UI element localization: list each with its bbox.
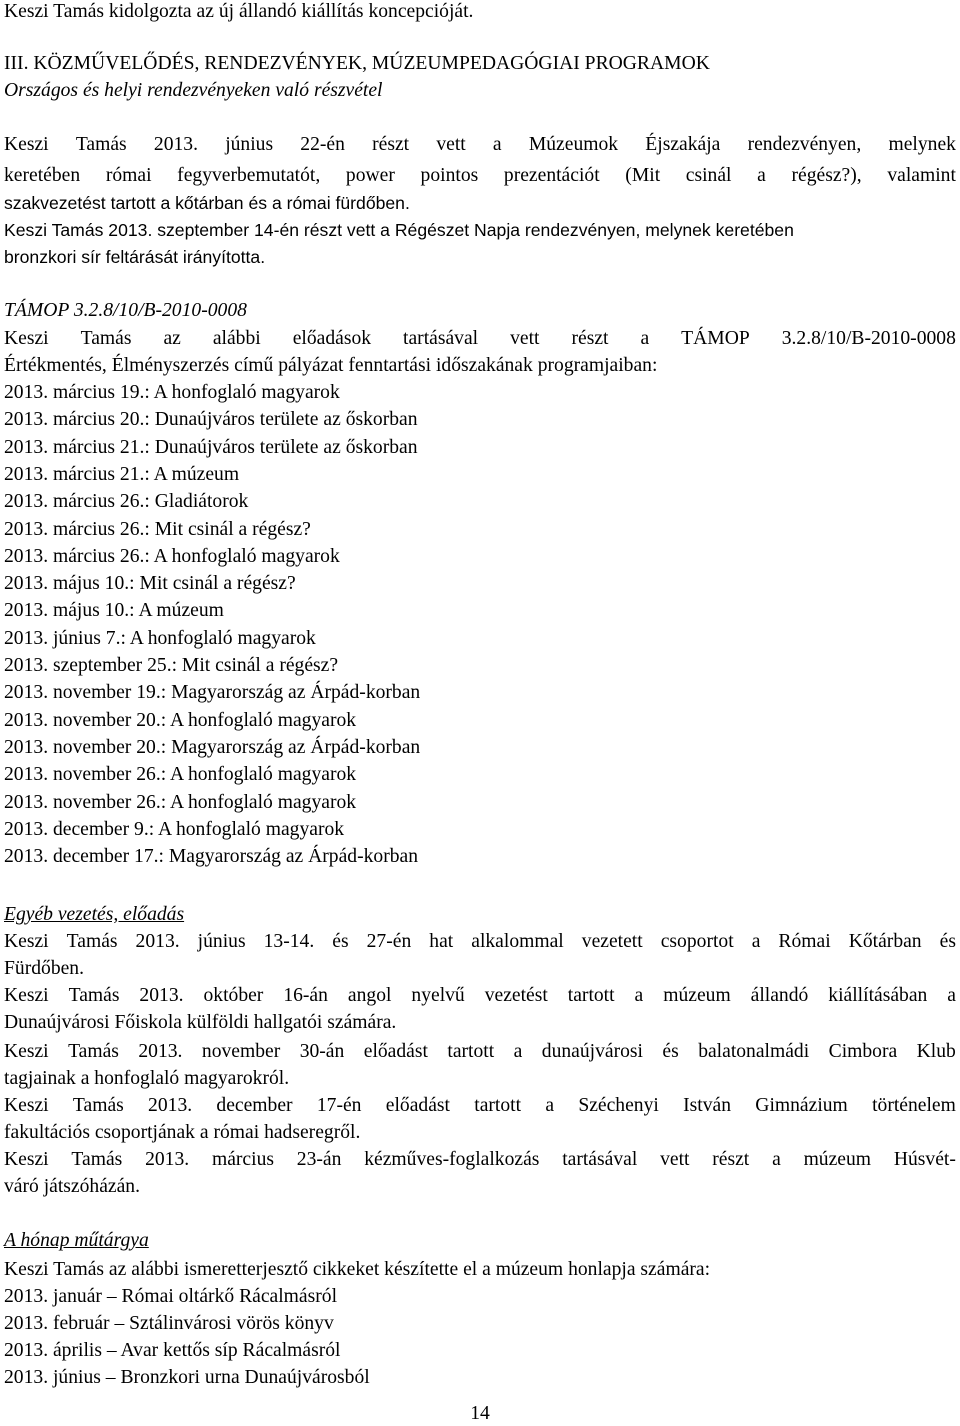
- other-line: [4, 984, 956, 1008]
- word: alkalommal: [471, 931, 564, 952]
- word: fegyverbemutatót,: [177, 165, 321, 186]
- word: részt: [372, 134, 410, 155]
- word: csinál: [685, 165, 732, 186]
- word: kiállításában: [828, 985, 928, 1006]
- word: nyelvű: [411, 985, 465, 1006]
- word: pointos: [420, 165, 479, 186]
- lecture-item: 2013. március 26.: Gladiátorok: [4, 491, 249, 512]
- word: Keszi: [4, 1041, 49, 1062]
- word: Keszi: [4, 1149, 49, 1170]
- word: 2013.: [153, 134, 198, 155]
- lecture-item: 2013. december 17.: Magyarország az Árpád-korban: [4, 846, 419, 867]
- other-line: [4, 1148, 956, 1172]
- lecture-item: 2013. november 19.: Magyarország az Árpád-korban: [4, 682, 421, 703]
- word: 2013.: [139, 985, 184, 1006]
- word: keretében: [4, 165, 81, 186]
- word: október: [203, 985, 264, 1006]
- word: a: [947, 985, 956, 1006]
- word: tartott: [567, 985, 615, 1006]
- paragraph-line: [4, 133, 956, 157]
- word: 3.2.8/10/B-2010-0008: [781, 328, 956, 349]
- word: március: [211, 1149, 274, 1170]
- other-line: tagjainak a honfoglaló magyarokról.: [4, 1068, 290, 1089]
- word: valamint: [887, 165, 956, 186]
- word: tartásával: [403, 328, 479, 349]
- artwork-item: 2013. február – Sztálinvárosi vörös könyv: [4, 1313, 334, 1334]
- word: Széchenyi: [578, 1095, 659, 1116]
- word: a: [640, 328, 650, 349]
- word: római: [105, 165, 152, 186]
- lecture-item: 2013. május 10.: Mit csinál a régész?: [4, 573, 296, 594]
- word: előadások: [292, 328, 372, 349]
- word: angol: [347, 985, 392, 1006]
- word: vezetett: [581, 931, 643, 952]
- word: 2013.: [135, 931, 180, 952]
- word: múzeum: [803, 1149, 872, 1170]
- other-heading: Egyéb vezetés, előadás: [4, 904, 185, 925]
- lecture-item: 2013. március 26.: A honfoglaló magyarok: [4, 546, 340, 567]
- word: állandó: [750, 985, 809, 1006]
- word: kézműves-foglalkozás: [364, 1149, 540, 1170]
- word: Tamás: [75, 134, 127, 155]
- word: rendezvényen,: [747, 134, 862, 155]
- word: tartásával: [562, 1149, 638, 1170]
- word: 17-én: [316, 1095, 362, 1116]
- section-subheading: Országos és helyi rendezvényeken való részvétel: [4, 80, 383, 101]
- word: régész?),: [791, 165, 862, 186]
- word: 30-án: [299, 1041, 345, 1062]
- artwork-intro: Keszi Tamás az alábbi ismeretterjesztő cikkeket készítette el a múzeum honlapja számára:: [4, 1259, 711, 1280]
- word: prezentációt: [503, 165, 600, 186]
- lecture-item: 2013. december 9.: A honfoglaló magyarok: [4, 819, 345, 840]
- lecture-item: 2013. november 26.: A honfoglaló magyarok: [4, 792, 357, 813]
- lecture-item: 2013. szeptember 25.: Mit csinál a régész?: [4, 655, 339, 676]
- word: múzeum: [663, 985, 731, 1006]
- word: Keszi: [4, 328, 49, 349]
- word: előadást: [385, 1095, 450, 1116]
- paragraph-line: [4, 218, 794, 243]
- artwork-item: 2013. január – Római oltárkő Rácalmásról: [4, 1286, 338, 1307]
- word: vett: [660, 1149, 690, 1170]
- word: Húsvét-: [893, 1149, 956, 1170]
- word: és: [332, 931, 349, 952]
- word: Keszi: [4, 134, 49, 155]
- word: június: [197, 931, 246, 952]
- word: a: [757, 165, 766, 186]
- word: István: [683, 1095, 732, 1116]
- page-number: 14: [470, 1403, 490, 1424]
- paragraph-text: Keszi Tamás 2013. szeptember 14-én részt vett a Régészet Napja rendezvényen, melynek keretében: [4, 220, 794, 240]
- tamop-heading: TÁMOP 3.2.8/10/B-2010-0008: [4, 300, 247, 321]
- word: Gimnázium: [755, 1095, 848, 1116]
- word: Tamás: [68, 1041, 119, 1062]
- word: vett: [510, 328, 540, 349]
- word: december: [216, 1095, 293, 1116]
- word: és: [939, 931, 956, 952]
- word: 23-án: [296, 1149, 342, 1170]
- word: Keszi: [4, 1095, 49, 1116]
- word: 2013.: [145, 1149, 190, 1170]
- word: Éjszakája: [645, 134, 721, 155]
- word: Tamás: [71, 1149, 123, 1170]
- word: balatonalmádi: [698, 1041, 810, 1062]
- lecture-item: 2013. március 26.: Mit csinál a régész?: [4, 519, 311, 540]
- lecture-item: 2013. március 21.: Dunaújváros területe az őskorban: [4, 437, 418, 458]
- word: TÁMOP: [681, 328, 750, 349]
- word: vett: [436, 134, 466, 155]
- other-line: [4, 1040, 956, 1064]
- paragraph-line: bronzkori sír feltárását irányította.: [4, 247, 266, 267]
- word: Tamás: [68, 985, 120, 1006]
- word: és: [662, 1041, 679, 1062]
- word: a: [492, 134, 502, 155]
- word: Keszi: [4, 985, 49, 1006]
- lecture-item: 2013. március 20.: Dunaújváros területe az őskorban: [4, 409, 418, 430]
- intro-line: Keszi Tamás kidolgozta az új állandó kiállítás koncepcióját.: [4, 1, 474, 22]
- word: részt: [571, 328, 609, 349]
- word: Tamás: [66, 931, 118, 952]
- word: november: [201, 1041, 281, 1062]
- artwork-heading: A hónap műtárgya: [4, 1230, 149, 1251]
- word: (Mit: [625, 165, 661, 186]
- other-line: [4, 1094, 956, 1118]
- word: melynek: [888, 134, 956, 155]
- tamop-intro-line: [4, 327, 956, 351]
- artwork-item: 2013. június – Bronzkori urna Dunaújvárosból: [4, 1367, 370, 1388]
- lecture-item: 2013. november 26.: A honfoglaló magyarok: [4, 764, 357, 785]
- word: Keszi: [4, 931, 49, 952]
- word: történelem: [872, 1095, 956, 1116]
- word: a: [634, 985, 644, 1006]
- word: tartott: [474, 1095, 522, 1116]
- word: Múzeumok: [528, 134, 619, 155]
- word: Tamás: [72, 1095, 124, 1116]
- paragraph-line: [4, 164, 956, 188]
- word: dunaújvárosi: [541, 1041, 643, 1062]
- lecture-item: 2013. március 21.: A múzeum: [4, 464, 240, 485]
- lecture-item: 2013. március 19.: A honfoglaló magyarok: [4, 382, 340, 403]
- word: Cimbora: [828, 1041, 898, 1062]
- word: az: [163, 328, 181, 349]
- word: 13-14.: [263, 931, 315, 952]
- other-line: Fürdőben.: [4, 958, 85, 979]
- word: 2013.: [148, 1095, 193, 1116]
- section-heading: III. KÖZMŰVELŐDÉS, RENDEZVÉNYEK, MÚZEUMPEDAGÓGIAI PROGRAMOK: [4, 53, 710, 74]
- word: hat: [429, 931, 454, 952]
- artwork-item: 2013. április – Avar kettős síp Rácalmásról: [4, 1340, 341, 1361]
- lecture-item: 2013. november 20.: A honfoglaló magyarok: [4, 710, 357, 731]
- word: 22-én: [300, 134, 345, 155]
- word: Tamás: [80, 328, 132, 349]
- word: 2013.: [138, 1041, 183, 1062]
- word: power: [345, 165, 395, 186]
- word: Római: [778, 931, 831, 952]
- lecture-item: 2013. június 7.: A honfoglaló magyarok: [4, 628, 316, 649]
- word: tartott: [447, 1041, 495, 1062]
- word: a: [772, 1149, 781, 1170]
- tamop-intro-line: Értékmentés, Élményszerzés című pályázat fenntartási időszakának programjaiban:: [4, 355, 658, 376]
- word: Kőtárban: [848, 931, 922, 952]
- word: június: [225, 134, 274, 155]
- word: a: [545, 1095, 555, 1116]
- word: részt: [712, 1149, 750, 1170]
- word: csoportot: [660, 931, 734, 952]
- lecture-item: 2013. november 20.: Magyarország az Árpád-korban: [4, 737, 421, 758]
- paragraph-line: szakvezetést tartott a kőtárban és a római fürdőben.: [4, 193, 410, 213]
- word: a: [513, 1041, 523, 1062]
- word: 27-én: [366, 931, 412, 952]
- other-line: Dunaújvárosi Főiskola külföldi hallgatói számára.: [4, 1012, 397, 1033]
- word: alábbi: [212, 328, 261, 349]
- other-line: fakultációs csoportjának a római hadseregről.: [4, 1122, 361, 1143]
- word: 16-án: [283, 985, 328, 1006]
- other-line: [4, 930, 956, 954]
- word: Klub: [916, 1041, 956, 1062]
- word: a: [751, 931, 761, 952]
- other-line: váró játszóházán.: [4, 1176, 140, 1197]
- lecture-item: 2013. május 10.: A múzeum: [4, 600, 224, 621]
- word: előadást: [363, 1041, 428, 1062]
- word: vezetést: [484, 985, 548, 1006]
